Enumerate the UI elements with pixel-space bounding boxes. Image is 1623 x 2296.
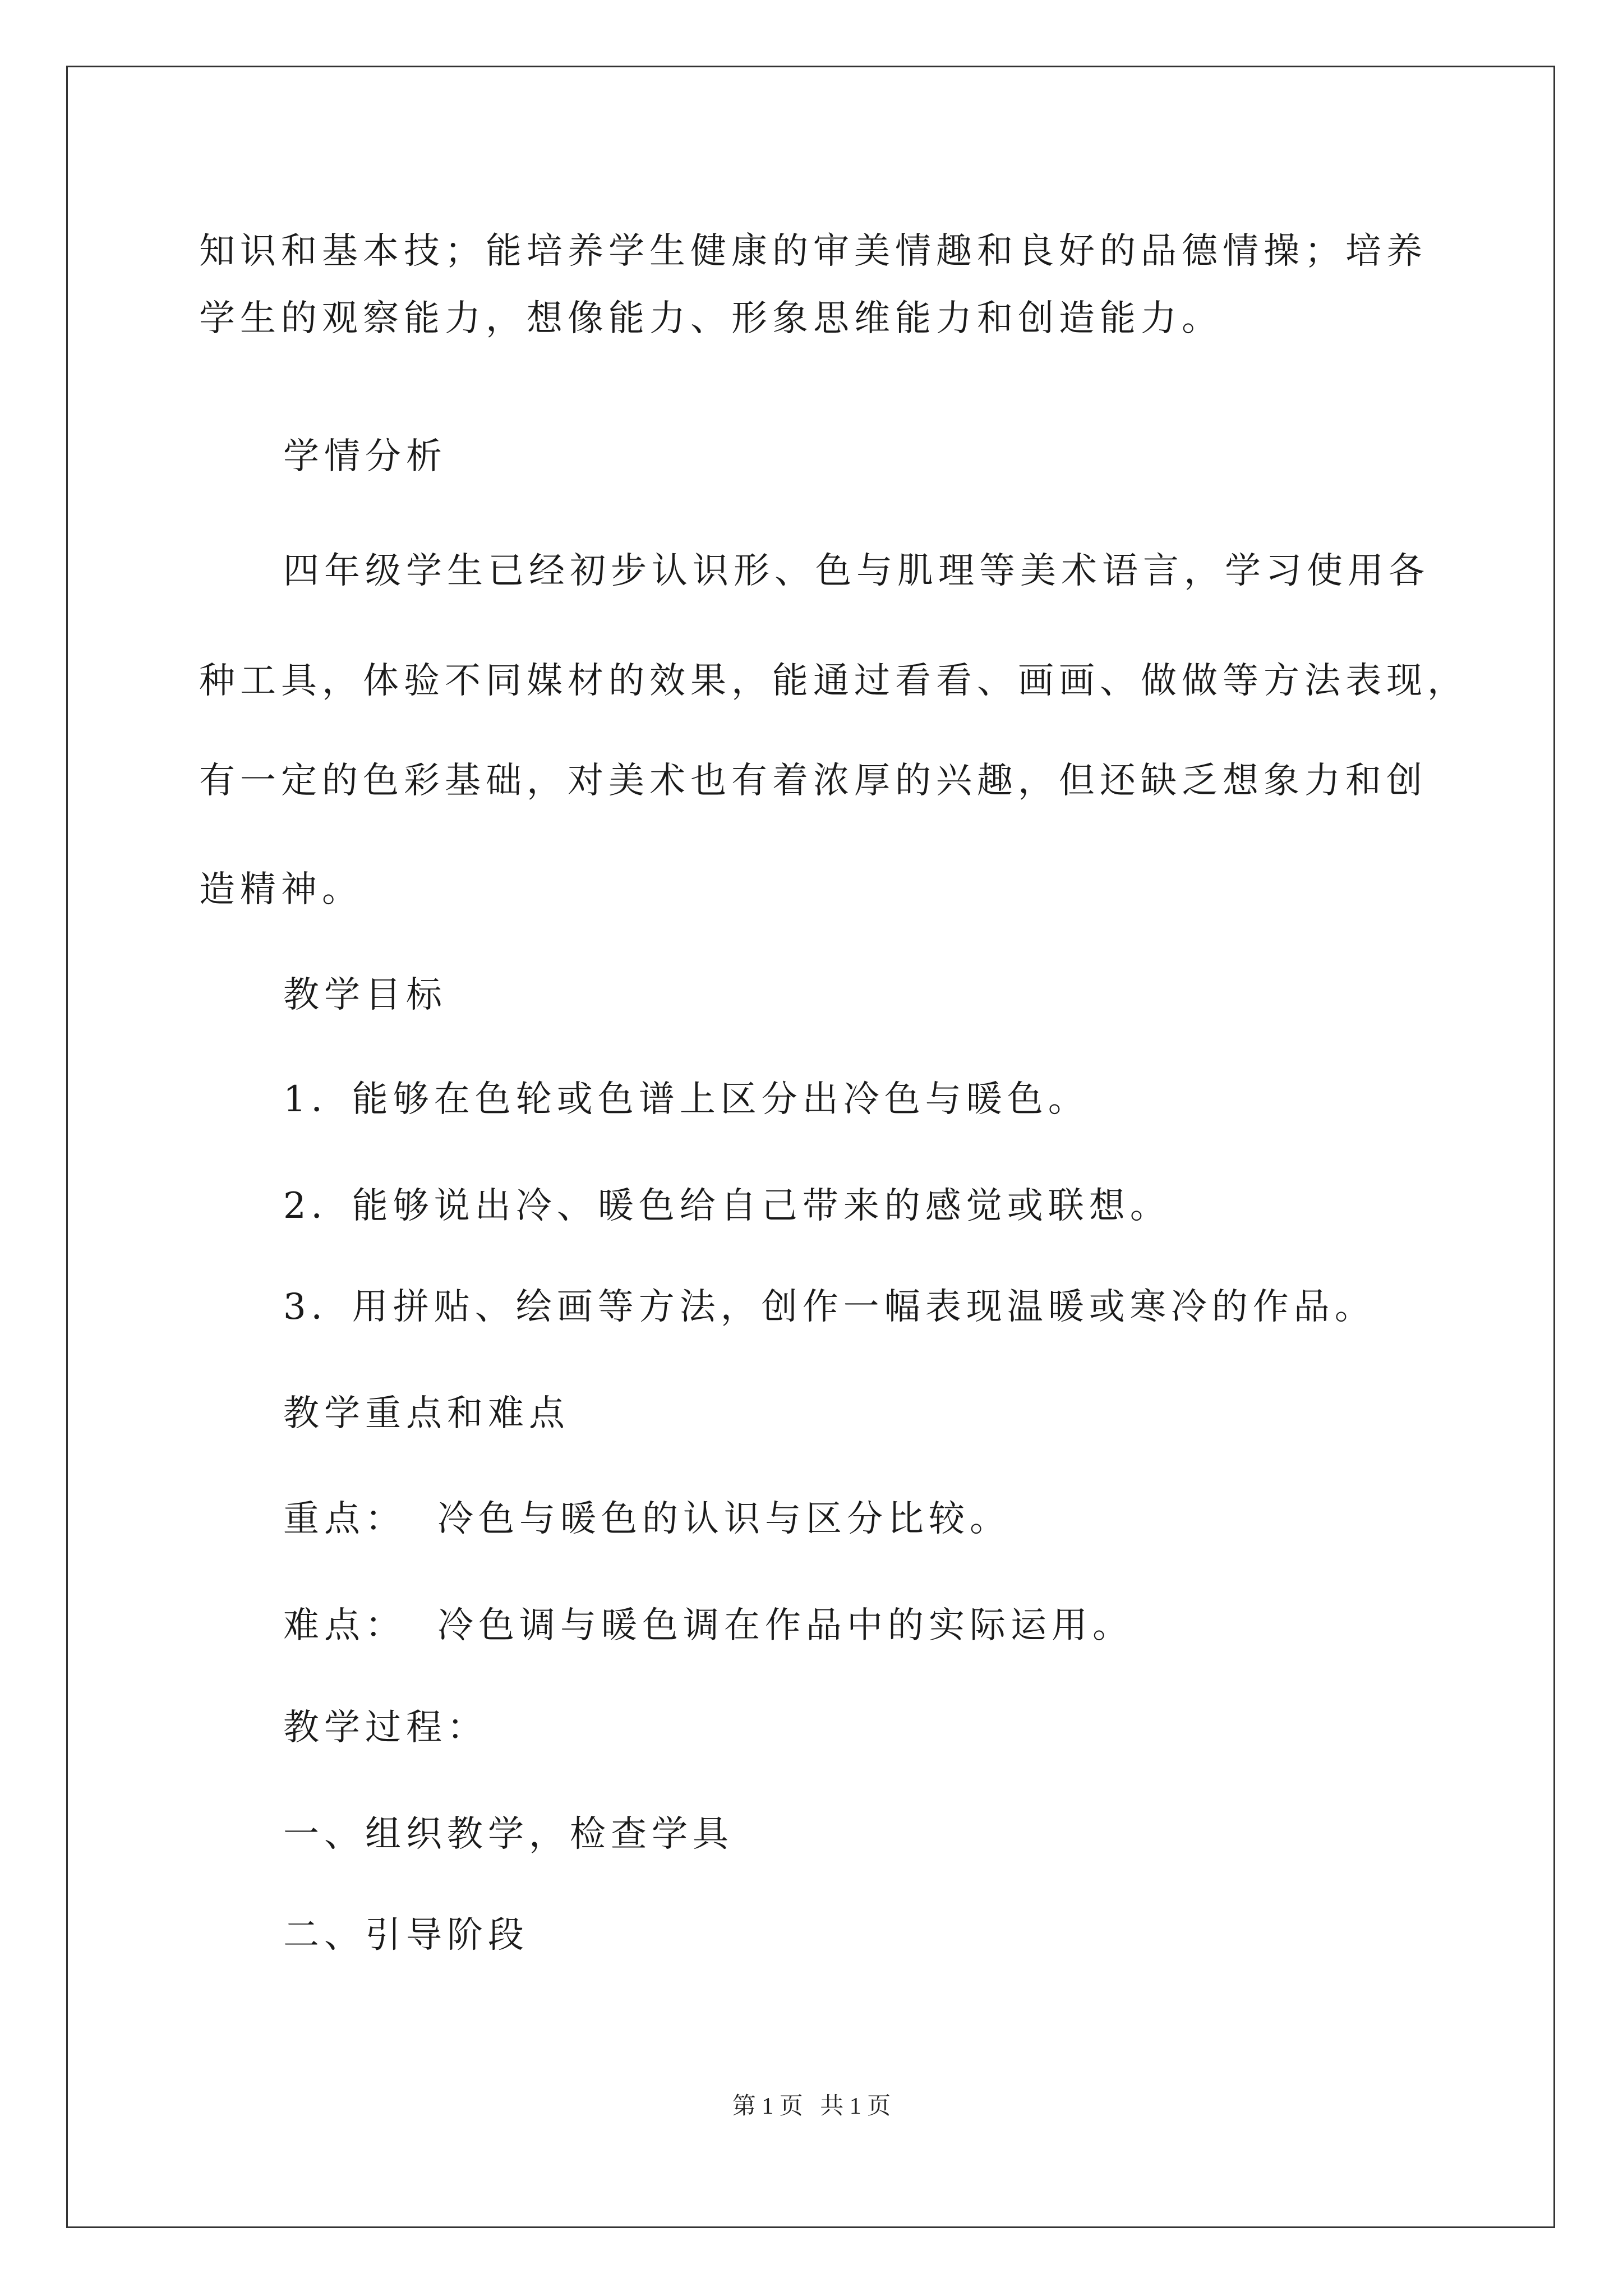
section-heading-analysis: 学情分析 (283, 436, 447, 477)
section-heading-process: 教学过程： (283, 1707, 488, 1749)
page-footer (0, 2091, 1623, 2122)
difficulty-label: 难点： (283, 1605, 406, 1646)
key-point-text: 冷色与暖色的认识与区分比较。 (437, 1498, 1011, 1540)
page-border (66, 66, 1555, 2228)
section-heading-objectives: 教学目标 (283, 974, 447, 1016)
process-step: 二、引导阶段 (283, 1915, 529, 1956)
list-item: 1．能够在色轮或色谱上区分出冷色与暖色。 (283, 1079, 1089, 1120)
process-step: 一、组织教学，检查学具 (283, 1814, 734, 1855)
list-item: 2．能够说出冷、暖色给自己带来的感觉或联想。 (283, 1185, 1171, 1227)
difficulty-row (283, 1603, 1133, 1648)
list-item: 3．用拼贴、绘画等方法，创作一幅表现温暖或寒冷的作品。 (283, 1286, 1376, 1328)
paragraph-line: 有一定的色彩基础，对美术也有着浓厚的兴趣，但还缺乏想象力和创 (199, 760, 1427, 802)
paragraph-line: 四年级学生已经初步认识形、色与肌理等美术语言，学习使用各 (283, 550, 1430, 592)
key-point-row (283, 1497, 1011, 1542)
section-heading-key-points: 教学重点和难点 (283, 1393, 570, 1434)
difficulty-text: 冷色调与暖色调在作品中的实际运用。 (437, 1605, 1133, 1646)
page-total: 共 1 页 (820, 2093, 891, 2119)
paragraph-line: 学生的观察能力，想像能力、形象思维能力和创造能力。 (199, 298, 1223, 339)
paragraph-line: 造精神。 (199, 869, 363, 910)
paragraph-line: 种工具，体验不同媒材的效果，能通过看看、画画、做做等方法表现， (199, 660, 1468, 702)
page-number: 第 1 页 (732, 2093, 803, 2119)
key-point-label: 重点： (283, 1498, 406, 1540)
paragraph-line: 知识和基本技；能培养学生健康的审美情趣和良好的品德情操；培养 (199, 231, 1427, 272)
